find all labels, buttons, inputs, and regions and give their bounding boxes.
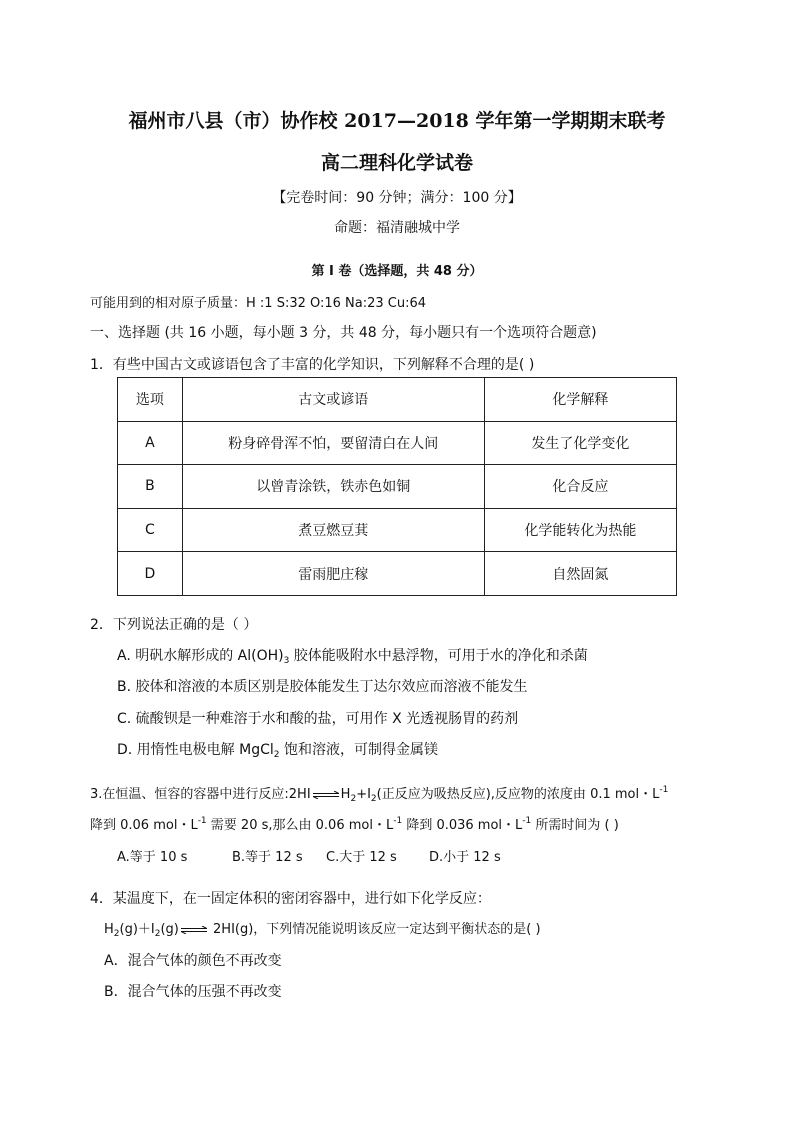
question-3-option-b: B.等于 12 s (232, 850, 303, 865)
superscript: -1 (393, 816, 403, 826)
question-text: 2HI(g)，下列情况能说明该反应一定达到平衡状态的是( ) (208, 922, 541, 937)
question-text: 3.在恒温、恒容的容器中进行反应:2HI (90, 787, 311, 802)
option-text: D. 用惰性电极电解 MgCl (117, 742, 274, 758)
table-cell: D (118, 552, 183, 596)
question-4-option-b: B．混合气体的压强不再改变 (104, 984, 282, 1000)
question-text: 降到 0.036 mol・L (402, 818, 523, 833)
question-4-equation (104, 918, 541, 937)
question-2-stem: 2．下列说法正确的是（ ） (90, 617, 258, 633)
table-cell: 以曾青涂铁，铁赤色如铜 (182, 465, 484, 509)
question-text: 需要 20 s,那么由 0.06 mol・L (206, 818, 394, 833)
superscript: -1 (197, 816, 207, 826)
author-line: 命题：福清融城中学 (334, 220, 460, 236)
subscript: 2 (350, 794, 357, 804)
section-title: 第 I 卷（选择题，共 48 分） (311, 264, 483, 279)
subscript: 2 (154, 929, 161, 939)
table-header-row (118, 378, 677, 422)
question-2-option-d (117, 739, 438, 759)
question-3-option-c: C.大于 12 s (326, 850, 397, 865)
superscript: -1 (522, 816, 532, 826)
subscript: 2 (113, 929, 120, 939)
atomic-masses: 可能用到的相对原子质量：H :1 S:32 O:16 Na:23 Cu:64 (90, 296, 427, 311)
question-text: (正反应为吸热反应),反应物的浓度由 0.1 mol・L (376, 787, 660, 802)
question-3-option-d: D.小于 12 s (429, 850, 501, 865)
subscript: 3 (283, 656, 290, 666)
question-1-table (117, 377, 677, 596)
question-3-line-1 (90, 783, 668, 802)
equilibrium-arrow-icon (313, 791, 339, 799)
table-cell: 自然固氮 (484, 552, 676, 596)
question-3-line-2 (90, 814, 619, 833)
question-3-option-a: A.等于 10 s (117, 850, 188, 865)
option-text: 胶体能吸附水中悬浮物，可用于水的净化和杀菌 (289, 648, 588, 664)
table-cell: 粉身碎骨浑不怕，要留清白在人间 (182, 421, 484, 465)
question-text: (g) (160, 922, 179, 937)
table-row (118, 465, 677, 509)
table-cell: 雷雨肥庄稼 (182, 552, 484, 596)
question-2-option-a (117, 645, 588, 665)
option-text: 饱和溶液，可制得金属镁 (279, 742, 438, 758)
table-cell: C (118, 508, 183, 552)
question-text: H (104, 922, 114, 937)
time-info: 【完卷时间：90 分钟；满分：100 分】 (272, 190, 522, 206)
question-2-option-b: B. 胶体和溶液的本质区别是胶体能发生丁达尔效应而溶液不能发生 (117, 679, 528, 695)
table-cell: 煮豆燃豆萁 (182, 508, 484, 552)
equilibrium-arrow-icon (181, 926, 207, 934)
question-4-option-a: A．混合气体的颜色不再改变 (104, 953, 282, 969)
exam-subtitle: 高二理科化学试卷 (320, 152, 473, 174)
table-row (118, 508, 677, 552)
table-header-cell: 化学解释 (484, 378, 676, 422)
table-row (118, 552, 677, 596)
question-4-stem: 4．某温度下，在一固定体积的密闭容器中，进行如下化学反应： (90, 891, 491, 907)
subscript: 2 (273, 750, 280, 760)
table-cell: B (118, 465, 183, 509)
question-text: 降到 0.06 mol・L (90, 818, 198, 833)
table-row (118, 421, 677, 465)
table-cell: 化学能转化为热能 (484, 508, 676, 552)
question-text: H (340, 787, 351, 802)
table-cell: 化合反应 (484, 465, 676, 509)
question-2-option-c: C. 硫酸钡是一种难溶于水和酸的盐，可用作 X 光透视肠胃的药剂 (117, 711, 519, 727)
exam-title: 福州市八县（市）协作校 2017—2018 学年第一学期期末联考 (128, 110, 666, 132)
table-header-cell: 古文或谚语 (182, 378, 484, 422)
superscript: -1 (659, 785, 669, 795)
table-cell: A (118, 421, 183, 465)
table-cell: 发生了化学变化 (484, 421, 676, 465)
question-1-stem: 1．有些中国古文或谚语包含了丰富的化学知识，下列解释不合理的是( ) (90, 357, 535, 373)
instructions: 一、选择题 (共 16 小题，每小题 3 分，共 48 分，每小题只有一个选项符合题意) (90, 325, 597, 341)
question-text: (g)＋I (119, 922, 155, 937)
option-text: A. 明矾水解形成的 Al(OH) (117, 648, 284, 664)
question-text: 所需时间为 ( ) (531, 818, 619, 833)
subscript: 2 (370, 794, 377, 804)
question-text: +I (356, 787, 371, 802)
table-header-cell: 选项 (118, 378, 183, 422)
